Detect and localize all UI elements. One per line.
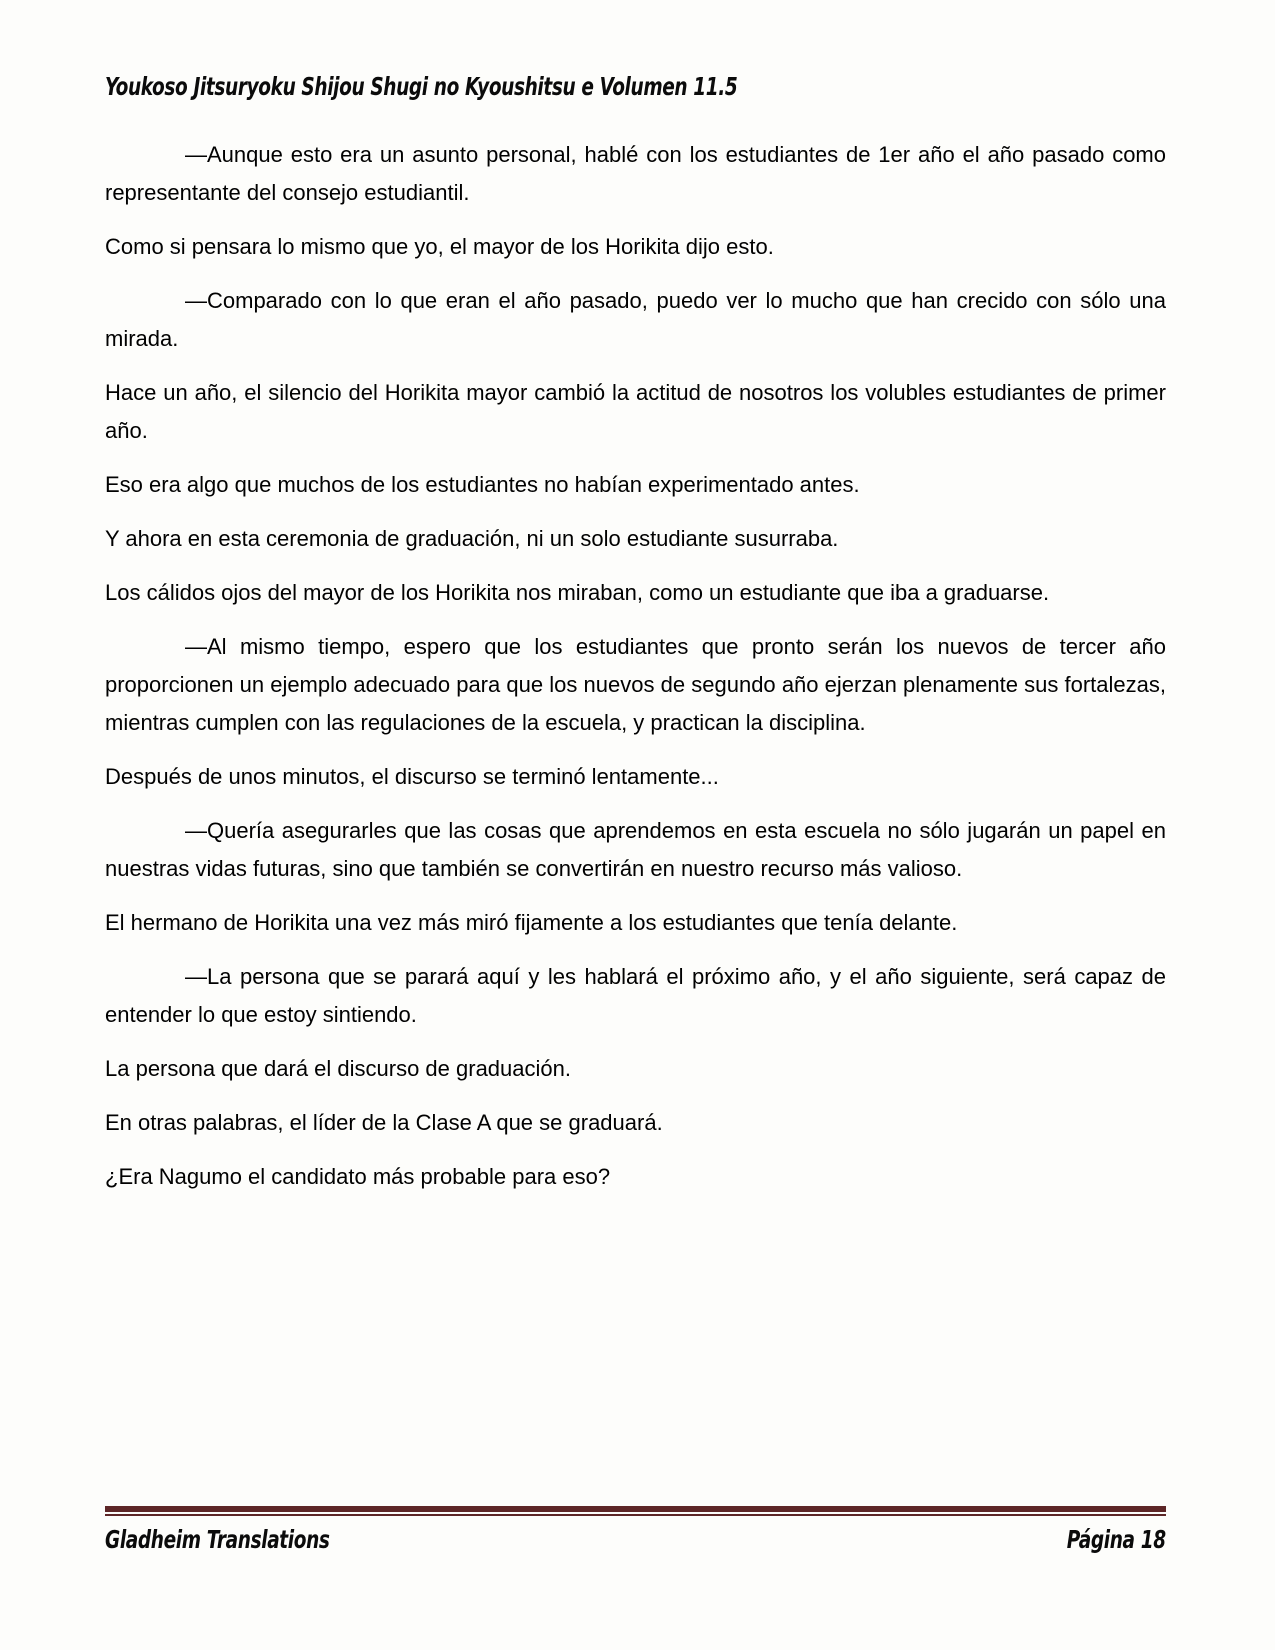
page-body (105, 136, 1166, 1212)
page-header (105, 72, 960, 101)
paragraph: Eso era algo que muchos de los estudiantes no habían experimentado antes. (105, 472, 860, 497)
paragraph: Los cálidos ojos del mayor de los Horikita nos miraban, como un estudiante que iba a graduarse. (105, 580, 1050, 605)
paragraph: Hace un año, el silencio del Horikita mayor cambió la actitud de nosotros los volubles estudiantes de primer año. (105, 380, 1166, 443)
footer-rule-thin (105, 1514, 1166, 1516)
paragraph: —Quería asegurarles que las cosas que aprendemos en esta escuela no sólo jugarán un papel en nuestras vidas futuras, sino que también se convertirán en nuestro recurso más valioso. (105, 818, 1166, 881)
paragraph: Y ahora en esta ceremonia de graduación, ni un solo estudiante susurraba. (105, 526, 839, 551)
paragraph: La persona que dará el discurso de graduación. (105, 1056, 571, 1081)
footer-page-number: Página 18 (1067, 1525, 1166, 1554)
paragraph: —La persona que se parará aquí y les hablará el próximo año, y el año siguiente, será capaz de entender lo que estoy sintiendo. (105, 964, 1166, 1027)
page-title: Youkoso Jitsuryoku Shijou Shugi no Kyoushitsu e Volumen 11.5 (105, 72, 738, 101)
footer-translator-credit: Gladheim Translations (105, 1525, 330, 1554)
page-footer (105, 1506, 1166, 1554)
paragraph: Después de unos minutos, el discurso se terminó lentamente... (105, 764, 719, 789)
footer-rule (105, 1506, 1166, 1516)
paragraph: El hermano de Horikita una vez más miró fijamente a los estudiantes que tenía delante. (105, 910, 958, 935)
footer-rule-thick (105, 1506, 1166, 1512)
paragraph: ¿Era Nagumo el candidato más probable para eso? (105, 1164, 611, 1189)
paragraph: En otras palabras, el líder de la Clase A que se graduará. (105, 1110, 663, 1135)
paragraph: —Al mismo tiempo, espero que los estudiantes que pronto serán los nuevos de tercer año proporcionen un ejemplo adecuado para que los nuevos de segundo año ejerzan plenamente sus fortalezas, mientras cumplen con las regulaciones de la escuela, y practican la disciplina. (105, 634, 1166, 735)
paragraph: —Aunque esto era un asunto personal, hablé con los estudiantes de 1er año el año pasado como representante del consejo estudiantil. (105, 142, 1166, 205)
footer-text-row (105, 1525, 1166, 1554)
paragraph: Como si pensara lo mismo que yo, el mayor de los Horikita dijo esto. (105, 234, 774, 259)
paragraph: —Comparado con lo que eran el año pasado, puedo ver lo mucho que han crecido con sólo una mirada. (105, 288, 1166, 351)
